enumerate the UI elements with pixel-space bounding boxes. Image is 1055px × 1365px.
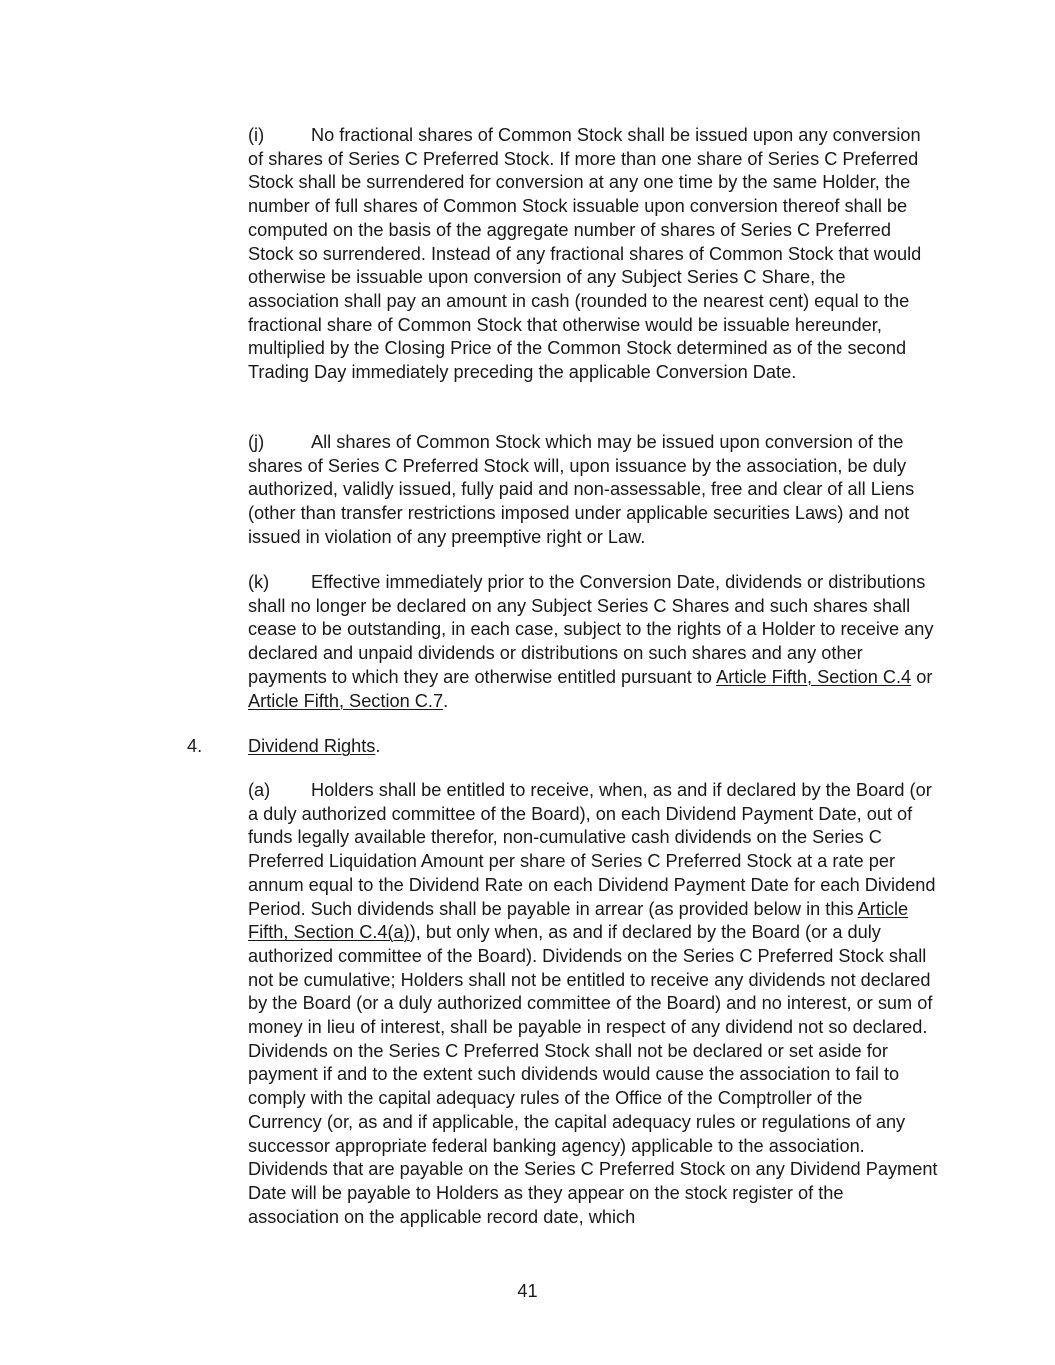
paragraph-a xyxy=(248,779,938,1229)
section-heading xyxy=(248,735,380,759)
paragraph-text: ), but only when, as and if declared by the Board (or a duly authorized committee of the Board). Dividends on the Series C Preferred Stock shall not be cumulative; Holders shall not be entitled to receive any dividends not declared by the Board (or a duly authorized committee of the Board) and no interest, or sum of money in lieu of interest, shall be payable in respect of any dividend not so declared. Dividends on the Series C Preferred Stock shall not be declared or set aside for payment if and to the extent such dividends would cause the association to fail to comply with the capital adequacy rules of the Office of the Comptroller of the Currency (or, as and if applicable, the capital adequacy rules or regulations of any successor appropriate federal banking agency) applicable to the association. Dividends that are payable on the Series C Preferred Stock on any Dividend Payment Date will be payable to Holders as they appear on the stock register of the association on the applicable record date, which xyxy=(248,922,938,1227)
cross-reference-link: Article Fifth, Section C.4(a) xyxy=(248,898,909,943)
paragraph-k xyxy=(248,571,938,713)
paragraph-label: (k) xyxy=(248,572,270,592)
paragraph-text: All shares of Common Stock which may be issued upon conversion of the shares of Series C Preferred Stock will, upon issuance by the association, be duly authorized, validly issued, fully paid and non-assessable, free and clear of all Liens (other than transfer restrictions imposed under applicable securities Laws) and not issued in violation of any preemptive right or Law. xyxy=(248,432,915,547)
paragraph-label: (j) xyxy=(248,432,265,452)
cross-reference-link: Article Fifth, Section C.4 xyxy=(716,666,912,687)
cross-reference-link: Article Fifth, Section C.7 xyxy=(248,690,444,711)
section-title: Dividend Rights xyxy=(248,736,376,756)
paragraph-text: No fractional shares of Common Stock shall be issued upon any conversion of shares of Series C Preferred Stock. If more than one share of Series C Preferred Stock shall be surrendered for conversion at any one time by the same Holder, the number of full shares of Common Stock issuable upon conversion thereof shall be computed on the basis of the aggregate number of shares of Series C Preferred Stock so surrendered. Instead of any fractional shares of Common Stock that would otherwise be issuable upon conversion of any Subject Series C Share, the association shall pay an amount in cash (rounded to the nearest cent) equal to the fractional share of Common Stock that otherwise would be issuable hereunder, multiplied by the Closing Price of the Common Stock determined as of the second Trading Day immediately preceding the applicable Conversion Date. xyxy=(248,125,922,383)
paragraph-text: . xyxy=(443,690,449,711)
paragraph-i xyxy=(248,124,938,385)
section-title-end: . xyxy=(375,736,381,756)
paragraph-text: Effective immediately prior to the Conversion Date, dividends or distributions shall no longer be declared on any Subject Series C Shares and such shares shall cease to be outstanding, in each case, subject to the rights of a Holder to receive any declared and unpaid dividends or distributions on such shares and any other payments to which they are otherwise entitled pursuant to xyxy=(248,572,934,687)
paragraph-text: or xyxy=(911,666,933,687)
paragraph-text: Holders shall be entitled to receive, when, as and if declared by the Board (or a duly authorized committee of the Board), on each Dividend Payment Date, out of funds legally available therefor, non-cumulative cash dividends on the Series C Preferred Liquidation Amount per share of Series C Preferred Stock at a rate per annum equal to the Dividend Rate on each Dividend Payment Date for each Dividend Period. Such dividends shall be payable in arrear (as provided below in this xyxy=(248,780,936,919)
section-number: 4. xyxy=(187,736,203,756)
paragraph-label: (a) xyxy=(248,780,271,800)
paragraph-label: (i) xyxy=(248,125,265,145)
page-number: 41 xyxy=(517,1281,538,1301)
paragraph-j xyxy=(248,431,938,550)
